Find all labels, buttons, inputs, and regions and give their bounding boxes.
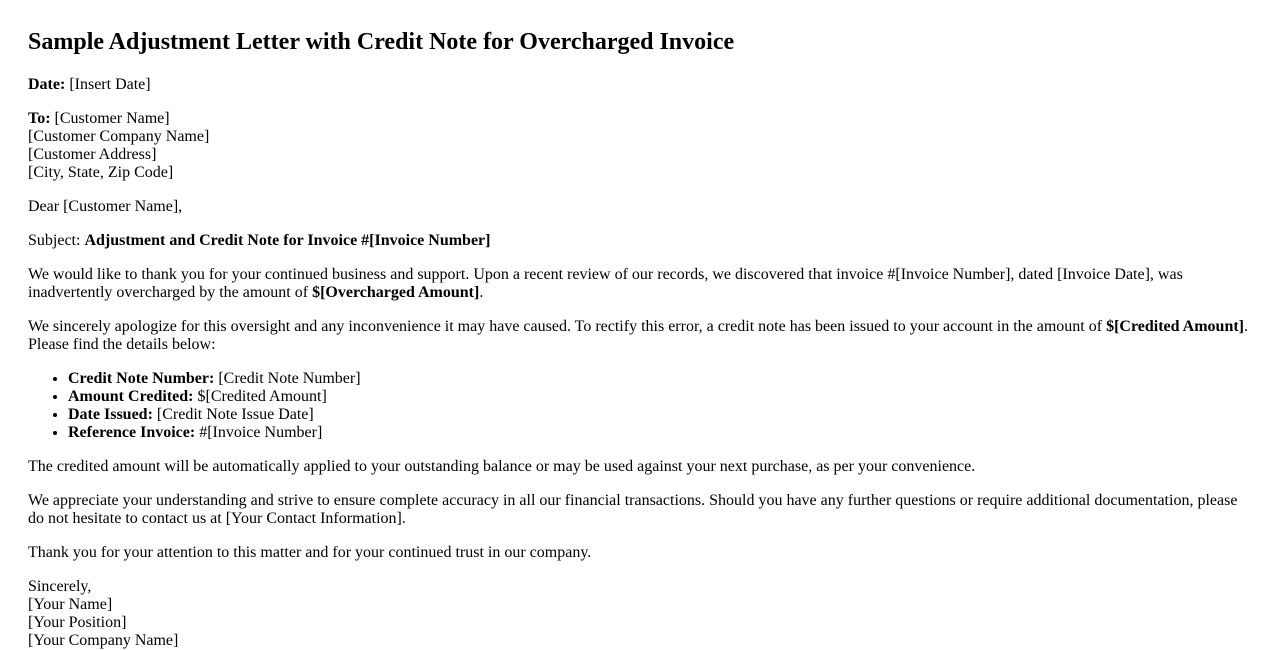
sender-position: [Your Position] (28, 614, 127, 631)
recipient-address: [Customer Address] (28, 146, 157, 163)
paragraph-overcharge (28, 266, 1250, 302)
paragraph-apology-end: . Please find the details below: (28, 318, 1248, 353)
page-title: Sample Adjustment Letter with Credit Note for Overcharged Invoice (28, 29, 735, 55)
date-line (28, 76, 1250, 94)
detail-value: [Credit Note Issue Date] (156, 406, 314, 423)
detail-label: Credit Note Number: (68, 370, 215, 387)
list-item (68, 388, 1250, 406)
closing-block (28, 578, 1250, 650)
recipient-company: [Customer Company Name] (28, 128, 210, 145)
detail-label: Amount Credited: (68, 388, 194, 405)
list-item (68, 370, 1250, 388)
recipient-name: [Customer Name] (54, 110, 170, 127)
date-label: Date: (28, 76, 66, 93)
paragraph-apology (28, 318, 1250, 354)
sender-company: [Your Company Name] (28, 632, 179, 649)
detail-value: #[Invoice Number] (199, 424, 323, 441)
list-item (68, 424, 1250, 442)
paragraph-thanks: Thank you for your attention to this matter and for your continued trust in our company. (28, 544, 592, 561)
credit-details-list (28, 370, 1250, 442)
subject-line (28, 232, 1250, 250)
paragraph-overcharge-text: We would like to thank you for your continued business and support. Upon a recent review of our records, we discovered that invoice #[Invoice Number], dated [Invoice Date], was inadvertently overcharged by the amount of (28, 266, 1183, 301)
paragraph-overcharge-end: . (479, 284, 484, 301)
overcharged-amount: $[Overcharged Amount] (312, 284, 480, 301)
paragraph-application: The credited amount will be automatically applied to your outstanding balance or may be used against your next purchase, as per your convenience. (28, 458, 976, 475)
sender-name: [Your Name] (28, 596, 113, 613)
detail-label: Reference Invoice: (68, 424, 196, 441)
signoff: Sincerely, (28, 578, 92, 595)
salutation: Dear [Customer Name], (28, 198, 183, 215)
recipient-label: To: (28, 110, 51, 127)
credited-amount: $[Credited Amount] (1106, 318, 1244, 335)
recipient-city: [City, State, Zip Code] (28, 164, 174, 181)
subject-value: Adjustment and Credit Note for Invoice #[Invoice Number] (84, 232, 491, 249)
paragraph-apology-text: We sincerely apologize for this oversight and any inconvenience it may have caused. To rectify this error, a credit note has been issued to your account in the amount of (28, 318, 1103, 335)
subject-label: Subject: (28, 232, 81, 249)
recipient-block (28, 110, 1250, 182)
detail-label: Date Issued: (68, 406, 153, 423)
paragraph-contact: We appreciate your understanding and strive to ensure complete accuracy in all our financial transactions. Should you have any further questions or require additional documentation, please do not hesitate to contact us at [Your Contact Information]. (28, 492, 1238, 527)
date-value: [Insert Date] (69, 76, 151, 93)
detail-value: $[Credited Amount] (197, 388, 327, 405)
detail-value: [Credit Note Number] (218, 370, 361, 387)
list-item (68, 406, 1250, 424)
